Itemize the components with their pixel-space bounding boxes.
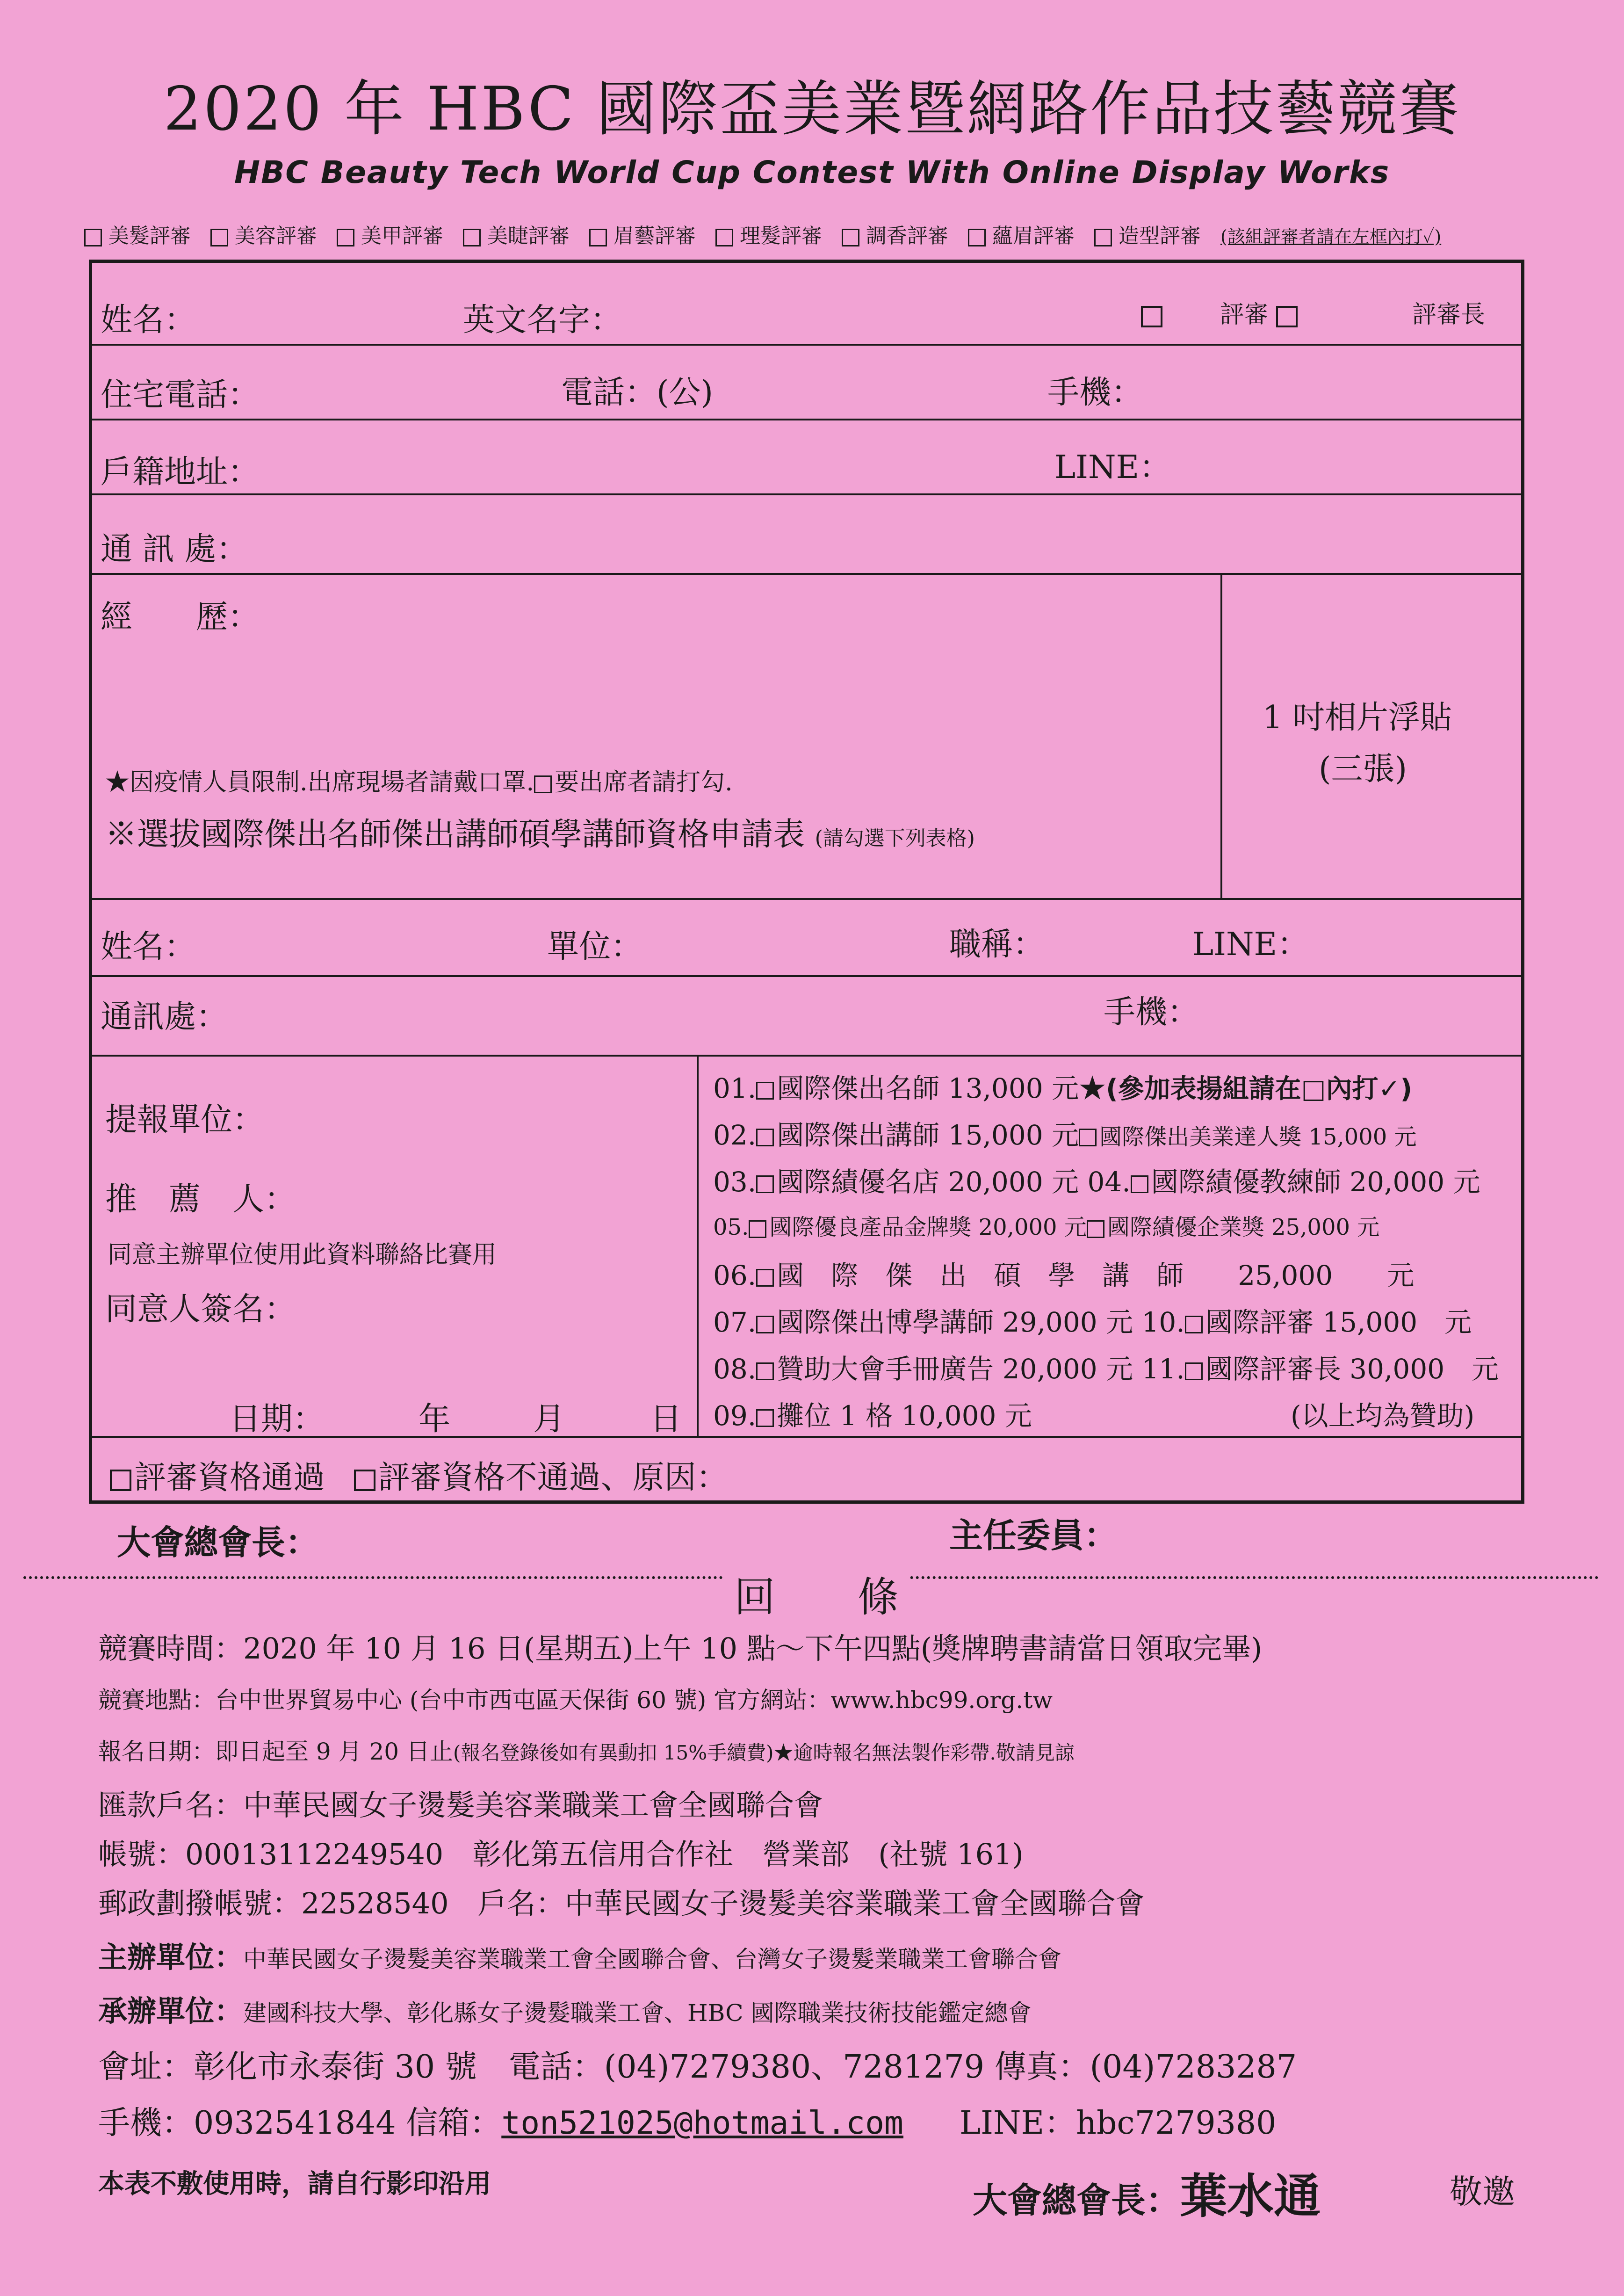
experience-label: 經 歷： [101, 599, 260, 636]
account-number: 帳號：00013112249540 彰化第五信用合作社 營業部 (社號 161) [98, 1837, 1024, 1871]
date-year: 年 [419, 1401, 451, 1438]
checkbox[interactable] [1276, 306, 1298, 327]
divider [89, 975, 1524, 977]
english-subtitle: HBC Beauty Tech World Cup Contest With Online Display Works [234, 154, 1390, 190]
english-name-label: 英文名字： [463, 302, 622, 339]
divider [89, 898, 1524, 900]
page-title: 2020 年 HBC 國際盃美業暨網路作品技藝競賽 [163, 74, 1461, 144]
category-option[interactable]: 調香評審 [842, 224, 955, 248]
applicant-mobile-label: 手機： [1104, 994, 1199, 1031]
category-option[interactable]: 美容評審 [210, 224, 324, 248]
president-label: 大會總會長： [117, 1523, 319, 1562]
address-label: 戶籍地址： [101, 454, 260, 491]
fee-item[interactable]: 09. 攤位 1 格 10,000 元 [713, 1400, 1032, 1432]
registration-date: 報名日期：即日起至 9 月 20 日止(報名登錄後如有異動扣 15%手續費)★逾時報名無法製作彩帶.敬請見諒 [98, 1738, 1075, 1765]
applicant-line-label: LINE： [1192, 926, 1309, 963]
checkbox[interactable] [749, 1220, 766, 1238]
contest-time: 競賽時間：2020 年 10 月 16 日(星期五)上午 10 點～下午四點(獎牌聘書請當日領取完畢) [98, 1631, 1263, 1666]
date-month: 月 [533, 1401, 565, 1438]
category-option[interactable]: 美睫評審 [463, 224, 576, 248]
reporting-unit-label: 提報單位： [105, 1101, 265, 1138]
checkbox[interactable] [756, 1129, 774, 1146]
checkbox[interactable] [210, 229, 228, 246]
checkbox[interactable] [337, 229, 354, 246]
category-checklist [84, 219, 1448, 249]
checkbox[interactable] [1094, 229, 1112, 246]
fee-item[interactable]: 06. 國 際 傑 出 碩 學 講 師 25,000 元 [713, 1260, 1415, 1291]
fee-item[interactable]: 08. 贊助大會手冊廣告 20,000 元 11. 國際評審長 30,000 元 [713, 1353, 1499, 1385]
checkbox[interactable] [84, 229, 102, 246]
checkbox[interactable] [842, 229, 859, 246]
category-option[interactable]: 造型評審 [1094, 224, 1207, 248]
applicant-unit-label: 單位： [547, 928, 643, 965]
checkbox[interactable] [756, 1175, 774, 1193]
category-option[interactable]: 美髮評審 [84, 224, 197, 248]
photo-count: (三張) [1319, 751, 1407, 788]
office-phone-label: 電話：(公) [561, 374, 714, 411]
divider [89, 1055, 1524, 1057]
chief-judge-label: 評審長 [1412, 301, 1486, 329]
checkbox[interactable] [756, 1269, 774, 1287]
sponsorship-note: (以上均為贊助) [1291, 1400, 1475, 1432]
covid-note: ★因疫情人員限制.出席現場者請戴口罩. 要出席者請打勾. [105, 768, 733, 797]
attendance-checkbox[interactable] [534, 775, 552, 793]
contest-venue: 競賽地點：台中世界貿易中心 (台中市西屯區天保街 60 號) 官方網站：www.hbc99.org.tw [98, 1687, 1053, 1714]
receipt-heading: 回 條 [725, 1564, 908, 1623]
checkbox[interactable] [463, 229, 481, 246]
checkbox[interactable] [1185, 1316, 1203, 1333]
fee-item[interactable]: 01. 國際傑出名師 13,000 元★(參加表揚組請在□內打✓) [713, 1072, 1413, 1104]
checkbox[interactable] [589, 229, 607, 246]
fee-item[interactable]: 07. 國際傑出博學講師 29,000 元 10. 國際評審 15,000 元 [713, 1306, 1472, 1338]
checkbox[interactable] [1087, 1220, 1104, 1238]
checkbox[interactable] [1141, 306, 1162, 327]
checkbox[interactable] [1079, 1129, 1097, 1146]
review-result: 評審資格通過 評審資格不通過、原因： [110, 1452, 728, 1498]
applicant-title-label: 職稱： [949, 926, 1045, 963]
photo-instruction: 1 吋相片浮貼 [1263, 699, 1452, 736]
copy-note: 本表不敷使用時，請自行影印沿用 [98, 2169, 491, 2199]
date-label: 日期： [229, 1401, 325, 1438]
office-contact: 會址：彰化市永泰街 30 號 電話：(04)7279380、7281279 傳真：(04)7283287 [98, 2049, 1297, 2086]
category-option[interactable]: 美甲評審 [337, 224, 450, 248]
divider [89, 344, 1524, 346]
applicant-name-label: 姓名： [101, 928, 196, 965]
checkbox[interactable] [1185, 1362, 1203, 1380]
divider [89, 493, 1524, 495]
host-units: 主辦單位：中華民國女子燙髮美容業職業工會全國聯合會、台灣女子燙髮業職業工會聯合會 [98, 1940, 1062, 1974]
home-phone-label: 住宅電話： [101, 377, 260, 413]
fee-item[interactable]: 02. 國際傑出講師 15,000 元 國際傑出美業達人獎 15,000 元 [713, 1119, 1417, 1151]
checkbox[interactable] [756, 1362, 774, 1380]
mobile-email: 手機：0932541844 信箱：ton521025@hotmail.com LINE：hbc7279380 [98, 2105, 1277, 2142]
fee-item[interactable]: 05. 國際優良產品金牌獎 20,000 元 國際績優企業獎 25,000 元 [713, 1214, 1380, 1240]
closing-word: 敬邀 [1450, 2173, 1515, 2211]
checkbox[interactable] [715, 229, 733, 246]
applicant-address-label: 通訊處： [101, 999, 228, 1036]
mail-address-label: 通 訊 處： [101, 531, 248, 568]
category-option[interactable]: 理髮評審 [715, 224, 829, 248]
mobile-label: 手機： [1047, 374, 1143, 411]
director-label: 主任委員： [949, 1516, 1118, 1555]
president-signoff: 大會總會長：葉水通 [973, 2169, 1321, 2224]
consent-text: 同意主辦單位使用此資料聯絡比賽用 [108, 1241, 497, 1269]
checkbox[interactable] [354, 1470, 375, 1491]
account-name: 匯款戶名：中華民國女子燙髮美容業職業工會全國聯合會 [98, 1788, 823, 1822]
checkbox[interactable] [756, 1316, 774, 1333]
signer-label: 同意人簽名： [105, 1291, 296, 1328]
date-day: 日 [650, 1401, 682, 1438]
divider [89, 419, 1524, 420]
divider [89, 573, 1524, 575]
checkbox[interactable] [1131, 1175, 1148, 1193]
postal-account: 郵政劃撥帳號：22528540 戶名：中華民國女子燙髮美容業職業工會全國聯合會 [98, 1886, 1145, 1920]
organizer-units: 承辦單位：建國科技大學、彰化縣女子燙髮職業工會、HBC 國際職業技術技能鑑定總會 [98, 1994, 1032, 2028]
fee-divider [697, 1055, 699, 1436]
judge-option[interactable]: 評審 [1141, 295, 1300, 330]
name-label: 姓名： [101, 302, 196, 339]
category-option[interactable]: 眉藝評審 [589, 224, 702, 248]
email-link[interactable]: ton521025@hotmail.com [501, 2105, 903, 2142]
line-label: LINE： [1054, 449, 1171, 486]
recommender-label: 推 薦 人： [105, 1181, 296, 1218]
checkbox[interactable] [756, 1082, 774, 1100]
checkbox[interactable] [968, 229, 986, 246]
checkbox[interactable] [110, 1470, 131, 1491]
category-option[interactable]: 蘊眉評審 [968, 224, 1081, 248]
category-note: (該組評審者請在左框內打✓) [1220, 226, 1442, 247]
selection-title: ※選拔國際傑出名師傑出講師碩學講師資格申請表 (請勾選下列表格) [105, 816, 975, 853]
fee-item[interactable]: 03. 國際績優名店 20,000 元 04. 國際績優教練師 20,000 元 [713, 1166, 1480, 1198]
checkbox[interactable] [756, 1409, 774, 1427]
photo-divider [1220, 573, 1222, 898]
